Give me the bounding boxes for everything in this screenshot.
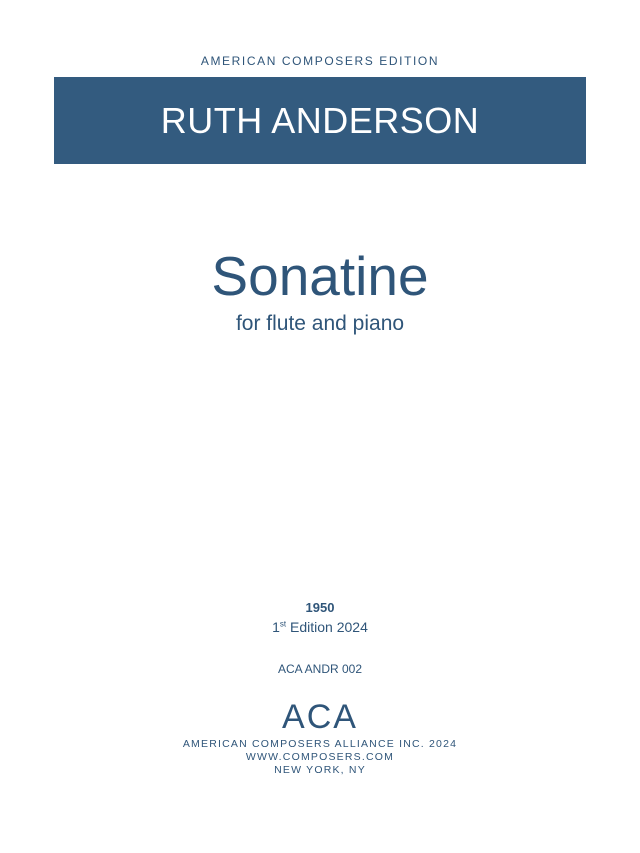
publisher-name: AMERICAN COMPOSERS ALLIANCE INC. 2024 [182,738,458,750]
publisher-location: NEW YORK, NY [274,764,366,776]
work-subtitle: for flute and piano [235,312,405,335]
publisher-logo: ACA [282,698,358,736]
edition-number: 1 [272,619,280,635]
catalog-number: ACA ANDR 002 [277,662,363,676]
edition-ordinal-suffix: st [279,619,287,629]
composer-name: RUTH ANDERSON [160,99,480,141]
composition-year: 1950 [305,600,335,615]
edition-line [0,619,640,635]
work-title: Sonatine [211,245,429,307]
composer-banner [54,77,586,164]
edition-text: Edition 2024 [286,619,368,635]
publisher-website: WWW.COMPOSERS.COM [245,751,395,763]
series-name: AMERICAN COMPOSERS EDITION [200,54,440,68]
